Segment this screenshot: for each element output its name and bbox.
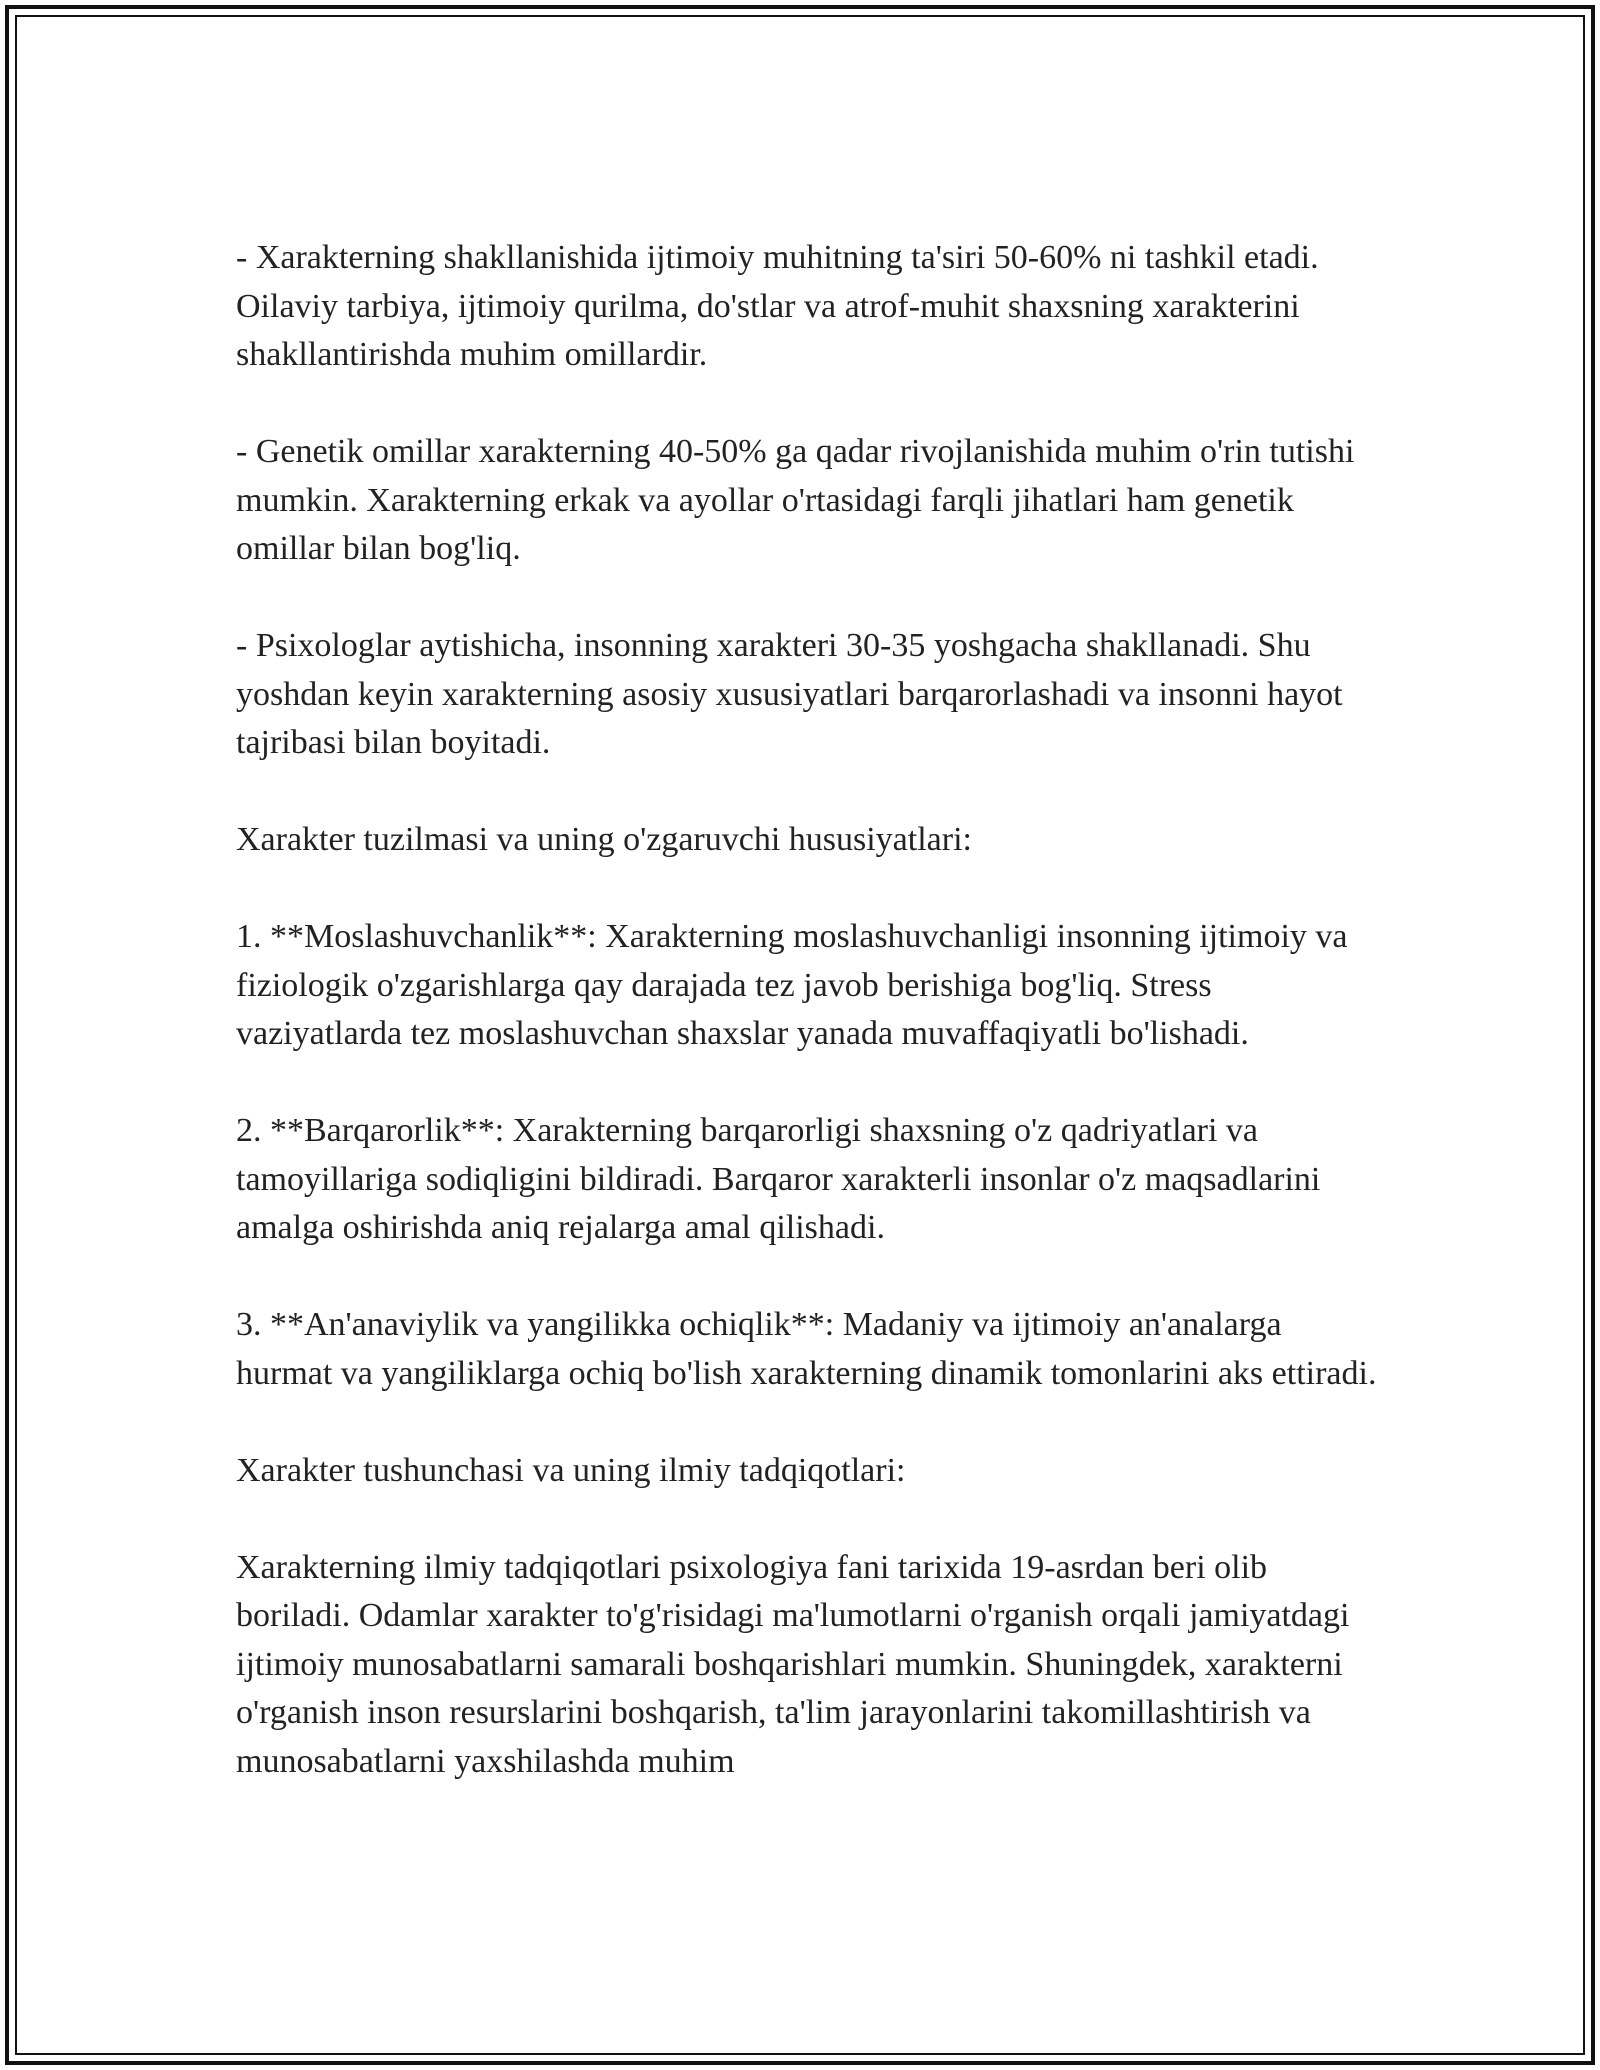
paragraph-social-environment: - Xarakterning shakllanishida ijtimoiy muhitning ta'siri 50-60% ni tashkil etadi. Oilaviy tarbiya, ijtimoiy qurilma, do'stlar va atrof-muhit shaxsning xarakterini shakllantirishda muhim omillardir. [236,239,1319,373]
section-heading-research: Xarakter tushunchasi va uning ilmiy tadqiqotlari: [236,1451,906,1489]
document-body [236,234,1386,1786]
list-item-stability: 2. **Barqarorlik**: Xarakterning barqarorligi shaxsning o'z qadriyatlari va tamoyillariga sodiqligini bildiradi. Barqaror xarakterli insonlar o'z maqsadlarini amalga oshirishda aniq rejalarga amal qilishadi. [236,1112,1321,1246]
list-item-adaptability: 1. **Moslashuvchanlik**: Xarakterning moslashuvchanligi insonning ijtimoiy va fiziologik o'zgarishlarga qay darajada tez javob berishiga bog'liq. Stress vaziyatlarda tez moslashuvchan shaxslar yanada muvaffaqiyatli bo'lishadi. [236,918,1348,1052]
paragraph-genetic-factors: - Genetik omillar xarakterning 40-50% ga qadar rivojlanishida muhim o'rin tutishi mumkin. Xarakterning erkak va ayollar o'rtasidagi farqli jihatlari ham genetik omillar bilan bog'liq. [236,433,1355,567]
section-heading-structure: Xarakter tuzilmasi va uning o'zgaruvchi hususiyatlari: [236,821,972,858]
paragraph-age-formation: - Psixologlar aytishicha, insonning xarakteri 30-35 yoshgacha shakllanadi. Shu yoshdan keyin xarakterning asosiy xususiyatlari barqarorlashadi va insonni hayot tajribasi bilan boyitadi. [236,627,1343,761]
paragraph-scientific-research: Xarakterning ilmiy tadqiqotlari psixologiya fani tarixida 19-asrdan beri olib boriladi. Odamlar xarakter to'g'risidagi ma'lumotlarni o'rganish orqali jamiyatdagi ijtimoiy munosabatlarni samarali boshqarishlari mumkin. Shuningdek, xarakterni o'rganish inson resurslarini boshqarish, ta'lim jarayonlarini takomillashtirish va munosabatlarni yaxshilashda muhim [236,1548,1350,1780]
list-item-tradition-openness: 3. **An'anaviylik va yangilikka ochiqlik**: Madaniy va ijtimoiy an'analarga hurmat va yangiliklarga ochiq bo'lish xarakterning dinamik tomonlarini aks ettiradi. [236,1306,1377,1392]
